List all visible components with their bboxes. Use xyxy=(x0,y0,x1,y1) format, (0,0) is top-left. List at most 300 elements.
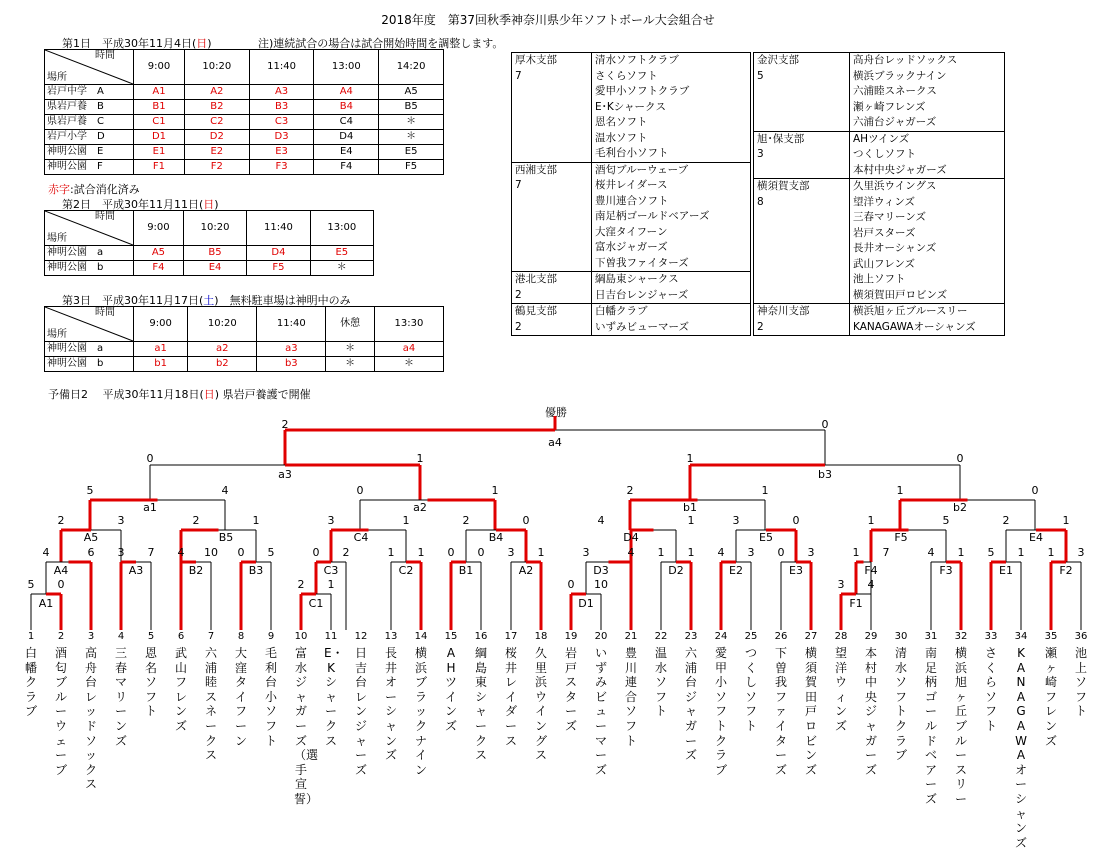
team-number: 26 xyxy=(774,631,788,642)
venue-cell: 岩戸中学 A xyxy=(45,85,134,100)
team-number: 23 xyxy=(684,631,698,642)
team-number: 13 xyxy=(384,631,398,642)
time-header: 10:20 xyxy=(188,307,257,342)
match-cell: D4 xyxy=(247,246,310,261)
match-label: B1 xyxy=(458,564,474,577)
match-score: 3 xyxy=(747,546,755,559)
team-name: 富水ジャガーズ（選手宣誓） xyxy=(294,646,319,806)
team-name: 大窪タイフーン xyxy=(234,646,247,748)
team-name: 酒匂ブルーウェーブ xyxy=(54,646,67,777)
team-number: 12 xyxy=(354,631,368,642)
branch-team: 大窪タイフーン xyxy=(595,225,668,238)
match-score: 0 xyxy=(777,546,785,559)
team-name: 三春マリーンズ xyxy=(114,646,127,748)
match-score: 5 xyxy=(942,514,950,527)
venue-cell: 神明公園 E xyxy=(45,145,134,160)
branch-team-count: 2 xyxy=(757,320,764,333)
venue-cell: 神明公園 b xyxy=(45,261,134,276)
branch-team: 温水ソフト xyxy=(595,131,648,144)
match-cell: A1 xyxy=(134,85,185,100)
match-label: A5 xyxy=(83,531,99,544)
team-name: 南足柄ゴールドベアーズ xyxy=(924,646,937,806)
match-cell: E4 xyxy=(314,145,379,160)
match-label: E4 xyxy=(1029,531,1043,544)
time-header: 10:20 xyxy=(184,50,249,85)
match-cell: D1 xyxy=(134,130,185,145)
match-score: 0 xyxy=(956,452,964,465)
match-cell: C4 xyxy=(314,115,379,130)
match-cell: B4 xyxy=(314,100,379,115)
match-cell: E4 xyxy=(183,261,246,276)
match-label: E2 xyxy=(729,564,743,577)
match-score: 2 xyxy=(281,418,289,431)
team-number: 18 xyxy=(534,631,548,642)
branch-name: 旭･保支部 xyxy=(757,132,805,145)
match-label: B5 xyxy=(218,531,234,544)
match-cell: a4 xyxy=(374,342,443,357)
match-cell: E3 xyxy=(249,145,314,160)
match-label: E3 xyxy=(789,564,803,577)
match-score: 0 xyxy=(356,484,364,497)
match-cell: F5 xyxy=(379,160,444,175)
match-label: A2 xyxy=(518,564,534,577)
team-name: つくしソフト xyxy=(744,646,757,733)
branch-team: 武山フレンズ xyxy=(853,257,916,270)
match-score: 0 xyxy=(447,546,455,559)
team-number: 6 xyxy=(177,631,185,642)
team-number: 19 xyxy=(564,631,578,642)
match-cell: B5 xyxy=(379,100,444,115)
match-score: 6 xyxy=(87,546,95,559)
branch-team: 下曽我ファイターズ xyxy=(595,256,689,269)
branch-team: 高舟台レッドソックス xyxy=(853,54,958,66)
match-label: a1 xyxy=(143,501,157,514)
branch-team: 望洋ウィンズ xyxy=(853,195,916,208)
match-score: 2 xyxy=(297,578,305,591)
team-name: 長井オーシャンズ xyxy=(384,646,397,763)
team-number: 28 xyxy=(834,631,848,642)
branch-team: 桜井レイダース xyxy=(595,179,668,191)
match-score: 3 xyxy=(732,514,740,527)
match-score: 1 xyxy=(1047,546,1055,559)
match-cell: b1 xyxy=(134,357,188,372)
team-name: 久里浜ウイングス xyxy=(534,646,547,763)
day1-note: 注)連続試合の場合は試合開始時間を調整します。 xyxy=(258,37,504,50)
match-score: 0 xyxy=(792,514,800,527)
match-cell: E5 xyxy=(379,145,444,160)
team-number: 8 xyxy=(237,631,245,642)
match-score: 1 xyxy=(686,452,694,465)
match-score: 1 xyxy=(537,546,545,559)
venue-cell: 神明公園 F xyxy=(45,160,134,175)
match-score: 1 xyxy=(387,546,395,559)
match-score: 2 xyxy=(626,484,634,497)
team-name: さくらソフト xyxy=(984,646,997,733)
branch-team: 横浜旭ヶ丘ブルースリー xyxy=(853,305,968,317)
schedule-corner-header: 時間 場所 xyxy=(45,50,134,85)
branch-team-count: 7 xyxy=(515,179,522,191)
day2-label: 第2日 平成30年11月11日(日) xyxy=(62,198,219,211)
branch-name: 西湘支部 xyxy=(515,163,557,176)
team-name: 望洋ウィンズ xyxy=(834,646,847,733)
branch-name: 港北支部 xyxy=(515,273,557,285)
match-score: 4 xyxy=(627,546,635,559)
match-cell: b2 xyxy=(188,357,257,372)
branch-team: いずみビューマーズ xyxy=(595,320,689,333)
match-score: 0 xyxy=(57,578,65,591)
match-label: D2 xyxy=(668,564,684,577)
time-header: 9:00 xyxy=(134,50,185,85)
match-label: C1 xyxy=(308,597,324,610)
legend: 赤字:試合消化済み xyxy=(48,183,140,196)
match-label: D4 xyxy=(623,531,639,544)
team-name: 豊川連合ソフト xyxy=(624,646,637,748)
team-number: 3 xyxy=(87,631,95,642)
match-score: 10 xyxy=(204,546,218,559)
match-score: 2 xyxy=(192,514,200,527)
match-cell: F2 xyxy=(184,160,249,175)
match-score: 3 xyxy=(117,546,125,559)
match-score: 1 xyxy=(867,514,875,527)
team-name: いずみビューマーズ xyxy=(594,646,607,777)
match-score: 3 xyxy=(507,546,515,559)
team-number: 27 xyxy=(804,631,818,642)
match-score: 4 xyxy=(177,546,185,559)
match-score: 0 xyxy=(477,546,485,559)
match-cell: B2 xyxy=(184,100,249,115)
team-number: 5 xyxy=(147,631,155,642)
team-number: 1 xyxy=(27,631,35,642)
match-cell: C1 xyxy=(134,115,185,130)
team-number: 36 xyxy=(1074,631,1088,642)
match-label: E1 xyxy=(999,564,1013,577)
time-header: 14:20 xyxy=(379,50,444,85)
match-score: 1 xyxy=(327,578,335,591)
match-cell: a2 xyxy=(188,342,257,357)
match-label: B4 xyxy=(488,531,504,544)
match-label: b1 xyxy=(683,501,697,514)
branch-team: 清水ソフトクラブ xyxy=(595,54,679,66)
match-score: 0 xyxy=(146,452,154,465)
venue-cell: 神明公園 a xyxy=(45,246,134,261)
match-score: 1 xyxy=(687,546,695,559)
team-name: E・Kシャークス xyxy=(324,646,344,748)
team-number: 32 xyxy=(954,631,968,642)
branch-team: 横須賀田戸ロビンズ xyxy=(853,288,948,301)
branch-team-count: 7 xyxy=(515,69,522,82)
match-cell: F1 xyxy=(134,160,185,175)
champion-label: 優勝 xyxy=(545,406,567,419)
match-cell: b3 xyxy=(257,357,326,372)
match-score: 1 xyxy=(1062,514,1070,527)
match-cell: E2 xyxy=(184,145,249,160)
match-score: 4 xyxy=(867,578,875,591)
match-cell: D4 xyxy=(314,130,379,145)
match-cell: A3 xyxy=(249,85,314,100)
match-score: 7 xyxy=(882,546,890,559)
day1-label: 第1日 平成30年11月4日(日) xyxy=(62,37,212,50)
branch-team: 酒匂ブルーウェーブ xyxy=(595,163,689,176)
branch-team: 毛利台小ソフト xyxy=(595,147,669,159)
team-number: 14 xyxy=(414,631,428,642)
team-number: 34 xyxy=(1014,631,1028,642)
branch-team: E･Kシャークス xyxy=(595,100,666,113)
match-cell: F3 xyxy=(249,160,314,175)
match-cell: D3 xyxy=(249,130,314,145)
team-name: 本村中央ジャガーズ xyxy=(864,646,877,777)
match-label: a2 xyxy=(413,501,427,514)
match-cell: B1 xyxy=(134,100,185,115)
branch-team: 本村中央ジャガーズ xyxy=(853,163,947,176)
branch-team: 豊川連合ソフト xyxy=(595,194,669,207)
match-score: 1 xyxy=(417,546,425,559)
team-name: KANAGAWAオーシャンズ xyxy=(1014,646,1027,850)
team-number: 29 xyxy=(864,631,878,642)
venue-cell: 神明公園 a xyxy=(45,342,134,357)
match-score: 5 xyxy=(27,578,35,591)
branch-team: 白幡クラブ xyxy=(595,305,648,317)
team-number: 16 xyxy=(474,631,488,642)
branch-team: 綱島東シャークス xyxy=(595,273,679,285)
match-label: F2 xyxy=(1059,564,1073,577)
team-name: 日吉台レンジャーズ xyxy=(354,646,367,777)
team-name: 高舟台レッドソックス xyxy=(84,646,97,792)
team-name: 瀬ヶ崎フレンズ xyxy=(1044,646,1057,748)
team-name: 毛利台小ソフト xyxy=(264,646,277,748)
team-name: 清水ソフトクラブ xyxy=(894,646,907,763)
match-score: 1 xyxy=(402,514,410,527)
team-name: 横浜ブラックナイン xyxy=(414,646,427,777)
branch-team: 岩戸スターズ xyxy=(853,226,916,239)
match-cell: B5 xyxy=(183,246,246,261)
match-score: 3 xyxy=(837,578,845,591)
time-header: 11:40 xyxy=(247,211,310,246)
match-score: 4 xyxy=(221,484,229,497)
branch-team: AHツインズ xyxy=(853,132,910,145)
match-label: C3 xyxy=(323,564,339,577)
match-score: 5 xyxy=(267,546,275,559)
branch-name: 神奈川支部 xyxy=(757,305,810,317)
time-header: 13:00 xyxy=(314,50,379,85)
team-number: 30 xyxy=(894,631,908,642)
reserve-day-label: 予備日2 平成30年11月18日(日) 県岩戸養護で開催 xyxy=(48,388,311,401)
team-number: 24 xyxy=(714,631,728,642)
match-score: 2 xyxy=(342,546,350,559)
match-score: 3 xyxy=(807,546,815,559)
match-cell: C2 xyxy=(184,115,249,130)
time-header: 11:40 xyxy=(249,50,314,85)
match-cell: A5 xyxy=(134,246,184,261)
team-number: 11 xyxy=(324,631,338,642)
branch-name: 横須賀支部 xyxy=(757,180,810,192)
match-cell: ＊ xyxy=(310,261,373,276)
team-name: AHツインズ xyxy=(444,646,457,733)
team-number: 20 xyxy=(594,631,608,642)
match-cell: B3 xyxy=(249,100,314,115)
time-header: 13:30 xyxy=(374,307,443,342)
match-score: 4 xyxy=(717,546,725,559)
match-label: A4 xyxy=(53,564,69,577)
team-number: 15 xyxy=(444,631,458,642)
match-label: F5 xyxy=(894,531,908,544)
team-number: 31 xyxy=(924,631,938,642)
branch-name: 金沢支部 xyxy=(757,54,799,66)
branch-name: 厚木支部 xyxy=(515,54,557,66)
match-label: F4 xyxy=(864,564,878,577)
team-name: 白幡クラブ xyxy=(24,646,37,719)
branch-team-count: 8 xyxy=(757,195,764,208)
match-cell: F5 xyxy=(247,261,310,276)
branch-team: 瀬ヶ崎フレンズ xyxy=(853,100,926,113)
time-header: 9:00 xyxy=(134,307,188,342)
match-label: a3 xyxy=(278,468,292,481)
time-header: 10:20 xyxy=(183,211,246,246)
match-score: 0 xyxy=(567,578,575,591)
time-header: 休憩 xyxy=(326,307,375,342)
branch-team: さくらソフト xyxy=(595,69,658,82)
team-number: 17 xyxy=(504,631,518,642)
match-score: 1 xyxy=(491,484,499,497)
branch-team-count: 2 xyxy=(515,288,522,301)
team-name: 六浦睦スネークス xyxy=(204,646,217,763)
team-number: 22 xyxy=(654,631,668,642)
team-name: 下曽我ファイターズ xyxy=(774,646,787,777)
team-name: 岩戸スターズ xyxy=(564,646,577,733)
branch-team: 日吉台レンジャーズ xyxy=(595,288,689,301)
match-cell: C3 xyxy=(249,115,314,130)
match-score: 1 xyxy=(957,546,965,559)
team-number: 33 xyxy=(984,631,998,642)
venue-cell: 神明公園 b xyxy=(45,357,134,372)
branch-team-count: 5 xyxy=(757,69,764,82)
team-name: 温水ソフト xyxy=(654,646,667,719)
match-label: A3 xyxy=(128,564,144,577)
match-label: b3 xyxy=(818,468,832,481)
branch-team: 六浦台ジャガーズ xyxy=(853,116,937,128)
team-name: 桜井レイダース xyxy=(504,646,517,748)
match-score: 0 xyxy=(312,546,320,559)
branch-team: つくしソフト xyxy=(853,148,916,160)
match-cell: F4 xyxy=(134,261,184,276)
match-label: b2 xyxy=(953,501,967,514)
branch-team: 南足柄ゴールドベアーズ xyxy=(595,210,710,222)
schedule-corner-header: 時間 場所 xyxy=(45,211,134,246)
team-number: 35 xyxy=(1044,631,1058,642)
match-cell: A2 xyxy=(184,85,249,100)
match-score: 1 xyxy=(761,484,769,497)
branch-team: 愛甲小ソフトクラブ xyxy=(595,85,690,97)
team-number: 25 xyxy=(744,631,758,642)
match-label: C4 xyxy=(353,531,369,544)
match-score: 0 xyxy=(522,514,530,527)
match-cell: ＊ xyxy=(379,130,444,145)
match-label: C2 xyxy=(398,564,414,577)
match-score: 3 xyxy=(1077,546,1085,559)
match-score: 0 xyxy=(1031,484,1039,497)
match-cell: a1 xyxy=(134,342,188,357)
match-score: 2 xyxy=(57,514,65,527)
match-cell: a3 xyxy=(257,342,326,357)
branch-team-count: 2 xyxy=(515,320,522,333)
match-score: 1 xyxy=(252,514,260,527)
match-score: 3 xyxy=(327,514,335,527)
match-score: 1 xyxy=(687,514,695,527)
match-score: 5 xyxy=(86,484,94,497)
team-name: 六浦台ジャガーズ xyxy=(684,646,697,763)
team-name: 武山フレンズ xyxy=(174,646,187,733)
venue-cell: 県岩戸養 C xyxy=(45,115,134,130)
branch-team: 六浦睦スネークス xyxy=(853,85,937,97)
match-cell: ＊ xyxy=(326,357,375,372)
match-label: A1 xyxy=(38,597,54,610)
branch-team: 池上ソフト xyxy=(853,273,906,285)
venue-cell: 県岩戸養 B xyxy=(45,100,134,115)
match-score: 5 xyxy=(987,546,995,559)
time-header: 9:00 xyxy=(134,211,184,246)
match-score: 2 xyxy=(1002,514,1010,527)
match-label: B2 xyxy=(188,564,204,577)
match-score: 4 xyxy=(927,546,935,559)
match-cell: A5 xyxy=(379,85,444,100)
match-cell: ＊ xyxy=(374,357,443,372)
branch-team: 富水ジャガーズ xyxy=(595,241,668,253)
match-cell: E5 xyxy=(310,246,373,261)
team-name: 横浜旭ヶ丘ブルースリー xyxy=(954,646,967,806)
schedule-corner-header: 時間 場所 xyxy=(45,307,134,342)
match-score: 7 xyxy=(147,546,155,559)
team-number: 21 xyxy=(624,631,638,642)
branch-team-count: 3 xyxy=(757,148,764,160)
branch-team: 横浜ブラックナイン xyxy=(853,69,947,82)
match-score: 0 xyxy=(237,546,245,559)
match-label: D1 xyxy=(578,597,594,610)
match-label: F1 xyxy=(849,597,863,610)
match-score: 4 xyxy=(42,546,50,559)
branch-team: 久里浜ウイングス xyxy=(853,180,937,192)
match-score: 2 xyxy=(462,514,470,527)
venue-cell: 岩戸小学 D xyxy=(45,130,134,145)
page-title: 2018年度 第37回秋季神奈川県少年ソフトボール大会組合せ xyxy=(381,13,715,27)
branch-team: 長井オーシャンズ xyxy=(853,242,937,254)
team-name: 池上ソフト xyxy=(1074,646,1087,719)
team-number: 4 xyxy=(117,631,125,642)
match-label: D3 xyxy=(593,564,609,577)
match-score: 1 xyxy=(896,484,904,497)
team-number: 7 xyxy=(207,631,215,642)
match-score: 10 xyxy=(594,578,608,591)
match-cell: D2 xyxy=(184,130,249,145)
match-label: E5 xyxy=(759,531,773,544)
match-score: 1 xyxy=(1017,546,1025,559)
match-cell: ＊ xyxy=(326,342,375,357)
match-cell: A4 xyxy=(314,85,379,100)
time-header: 13:00 xyxy=(310,211,373,246)
match-score: 4 xyxy=(597,514,605,527)
team-name: 恩名ソフト xyxy=(144,646,157,719)
match-label: B3 xyxy=(248,564,264,577)
team-name: 愛甲小ソフトクラブ xyxy=(714,646,727,777)
team-number: 9 xyxy=(267,631,275,642)
match-cell: E1 xyxy=(134,145,185,160)
match-score: 1 xyxy=(416,452,424,465)
branch-team: KANAGAWAオーシャンズ xyxy=(853,320,976,333)
team-name: 横須賀田戸ロビンズ xyxy=(804,646,817,777)
team-number: 2 xyxy=(57,631,65,642)
match-cell: F4 xyxy=(314,160,379,175)
day3-label: 第3日 平成30年11月17日(土) 無料駐車場は神明中のみ xyxy=(62,294,351,307)
team-name: 綱島東シャークス xyxy=(474,646,487,763)
match-score: 1 xyxy=(657,546,665,559)
